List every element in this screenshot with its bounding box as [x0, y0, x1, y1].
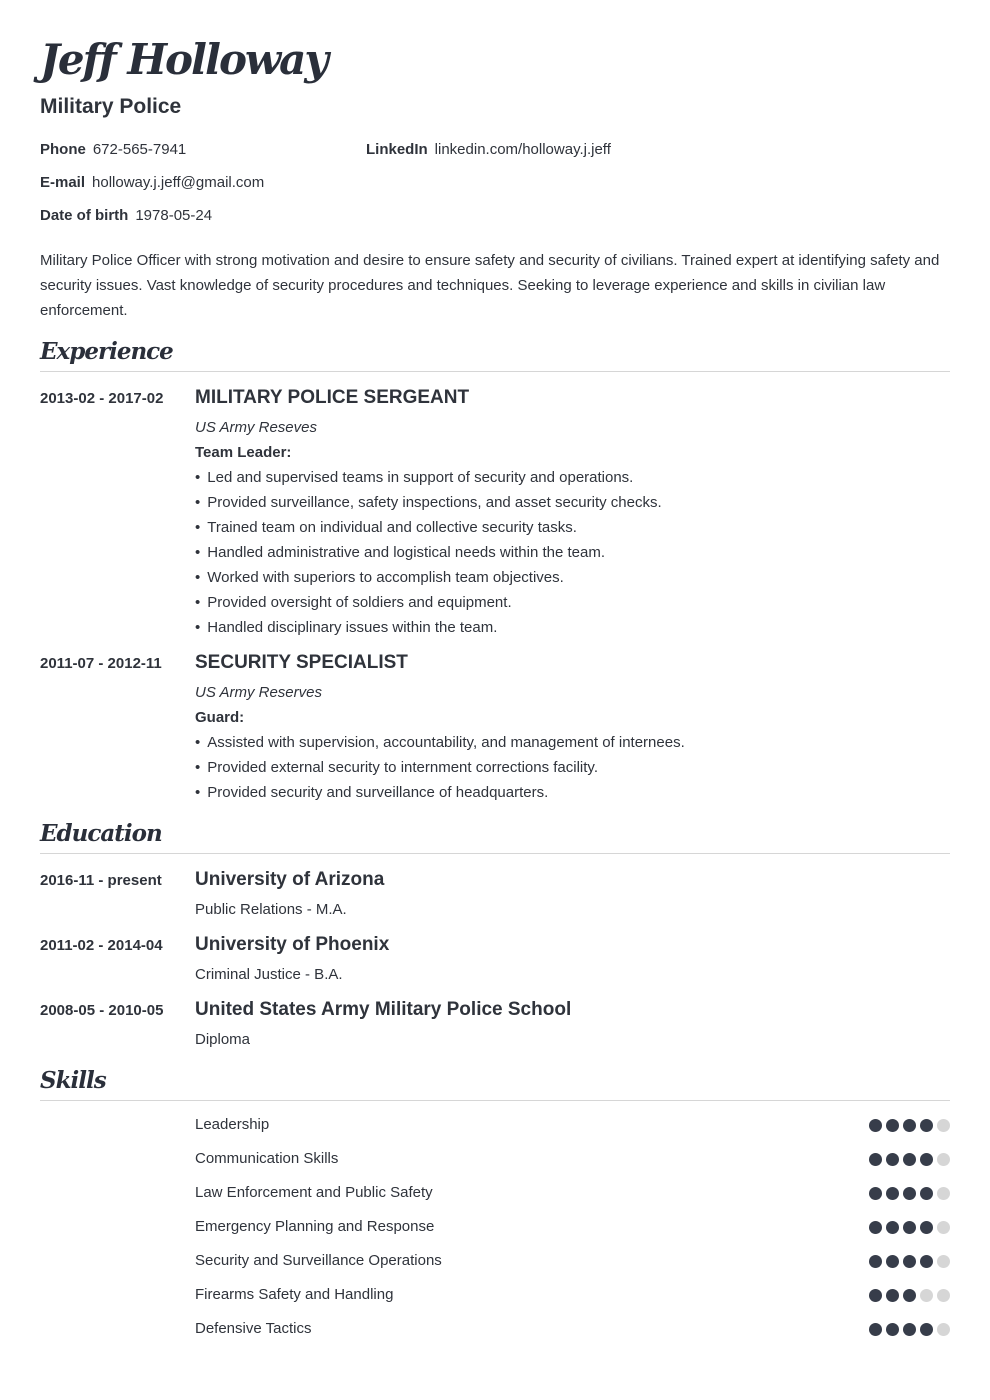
skill-row — [195, 1251, 950, 1271]
phone-value: 672-565-7941 — [92, 141, 187, 158]
rating-dot-filled — [920, 1255, 933, 1268]
rating-dot-filled — [886, 1221, 899, 1234]
skill-name: Defensive Tactics — [195, 1320, 312, 1337]
email-value[interactable]: holloway.j.jeff@gmail.com — [92, 174, 265, 191]
job-title: Military Police — [40, 95, 182, 118]
duty-item: • Handled disciplinary issues within the team. — [195, 615, 662, 640]
rating-dot-empty — [937, 1119, 950, 1132]
skill-rating — [869, 1323, 950, 1336]
job-role: SECURITY SPECIALIST — [195, 652, 408, 673]
school-name: University of Phoenix — [195, 934, 390, 955]
degree: Public Relations - M.A. — [195, 901, 347, 918]
contact-email — [40, 173, 264, 193]
education-dates: 2016-11 - present — [40, 872, 162, 889]
rating-dot-filled — [869, 1153, 882, 1166]
skills-heading: Skills — [40, 1066, 950, 1101]
contact-dob — [40, 206, 212, 226]
job-dates: 2011-07 - 2012-11 — [40, 655, 162, 672]
skill-row — [195, 1149, 950, 1169]
rating-dot-filled — [886, 1187, 899, 1200]
skill-name: Firearms Safety and Handling — [195, 1286, 394, 1303]
rating-dot-empty — [937, 1289, 950, 1302]
rating-dot-empty — [937, 1255, 950, 1268]
job-duties — [195, 465, 662, 640]
duty-item: • Assisted with supervision, accountability, and management of internees. — [195, 730, 685, 755]
school-name: United States Army Military Police School — [195, 999, 572, 1020]
contact-phone — [40, 140, 186, 160]
rating-dot-filled — [886, 1289, 899, 1302]
contact-linkedin — [366, 140, 611, 160]
degree: Criminal Justice - B.A. — [195, 966, 343, 983]
experience-heading: Experience — [40, 337, 950, 372]
rating-dot-filled — [903, 1153, 916, 1166]
rating-dot-filled — [869, 1323, 882, 1336]
duty-item: • Provided surveillance, safety inspections, and asset security checks. — [195, 490, 662, 515]
rating-dot-filled — [920, 1221, 933, 1234]
duty-item: • Handled administrative and logistical needs within the team. — [195, 540, 662, 565]
duty-item: • Provided security and surveillance of headquarters. — [195, 780, 685, 805]
skill-rating — [869, 1187, 950, 1200]
rating-dot-filled — [920, 1119, 933, 1132]
linkedin-value[interactable]: linkedin.com/holloway.j.jeff — [434, 141, 611, 158]
dob-value: 1978-05-24 — [135, 207, 213, 224]
skill-name: Security and Surveillance Operations — [195, 1252, 442, 1269]
rating-dot-filled — [903, 1289, 916, 1302]
rating-dot-filled — [869, 1221, 882, 1234]
rating-dot-empty — [937, 1187, 950, 1200]
skill-row — [195, 1115, 950, 1135]
rating-dot-filled — [869, 1187, 882, 1200]
skill-rating — [869, 1153, 950, 1166]
school-name: University of Arizona — [195, 869, 385, 890]
rating-dot-filled — [903, 1187, 916, 1200]
profile-summary: Military Police Officer with strong motivation and desire to ensure safety and security of civilians. Trained expert at identifying safety and security issues. Vast knowledge of security procedures and techniques. Seeking to leverage experience and skills in civilian law enforcement. — [40, 252, 940, 319]
dob-label: Date of birth — [40, 207, 129, 224]
job-dates: 2013-02 - 2017-02 — [40, 390, 164, 407]
duty-item: • Provided external security to internment corrections facility. — [195, 755, 685, 780]
degree: Diploma — [195, 1031, 251, 1048]
rating-dot-empty — [920, 1289, 933, 1302]
rating-dot-filled — [903, 1119, 916, 1132]
skill-row — [195, 1285, 950, 1305]
skill-name: Emergency Planning and Response — [195, 1218, 435, 1235]
duty-item: • Worked with superiors to accomplish team objectives. — [195, 565, 662, 590]
skill-rating — [869, 1289, 950, 1302]
rating-dot-filled — [903, 1323, 916, 1336]
skill-name: Communication Skills — [195, 1150, 339, 1167]
skill-row — [195, 1217, 950, 1237]
rating-dot-empty — [937, 1153, 950, 1166]
skill-row — [195, 1183, 950, 1203]
job-role: MILITARY POLICE SERGEANT — [195, 387, 470, 408]
email-label: E-mail — [40, 174, 86, 191]
rating-dot-filled — [869, 1289, 882, 1302]
job-employer: US Army Reserves — [195, 684, 322, 701]
rating-dot-filled — [886, 1153, 899, 1166]
education-dates: 2011-02 - 2014-04 — [40, 937, 163, 954]
rating-dot-filled — [920, 1187, 933, 1200]
rating-dot-filled — [920, 1153, 933, 1166]
duty-item: • Trained team on individual and collective security tasks. — [195, 515, 662, 540]
linkedin-label: LinkedIn — [366, 141, 428, 158]
skill-rating — [869, 1255, 950, 1268]
rating-dot-filled — [869, 1255, 882, 1268]
candidate-name: Jeff Holloway — [40, 35, 327, 84]
education-dates: 2008-05 - 2010-05 — [40, 1002, 164, 1019]
skill-name: Leadership — [195, 1116, 270, 1133]
job-subheading: Team Leader: — [195, 444, 292, 461]
skill-rating — [869, 1119, 950, 1132]
rating-dot-filled — [903, 1221, 916, 1234]
phone-label: Phone — [40, 141, 86, 158]
rating-dot-empty — [937, 1323, 950, 1336]
duty-item: • Provided oversight of soldiers and equipment. — [195, 590, 662, 615]
rating-dot-filled — [886, 1119, 899, 1132]
skill-row — [195, 1319, 950, 1339]
job-duties — [195, 730, 685, 805]
skill-rating — [869, 1221, 950, 1234]
rating-dot-filled — [920, 1323, 933, 1336]
rating-dot-empty — [937, 1221, 950, 1234]
rating-dot-filled — [869, 1119, 882, 1132]
job-subheading: Guard: — [195, 709, 245, 726]
rating-dot-filled — [886, 1255, 899, 1268]
rating-dot-filled — [886, 1323, 899, 1336]
skill-name: Law Enforcement and Public Safety — [195, 1184, 433, 1201]
rating-dot-filled — [903, 1255, 916, 1268]
education-heading: Education — [40, 819, 950, 854]
duty-item: • Led and supervised teams in support of security and operations. — [195, 465, 662, 490]
job-employer: US Army Reseves — [195, 419, 317, 436]
